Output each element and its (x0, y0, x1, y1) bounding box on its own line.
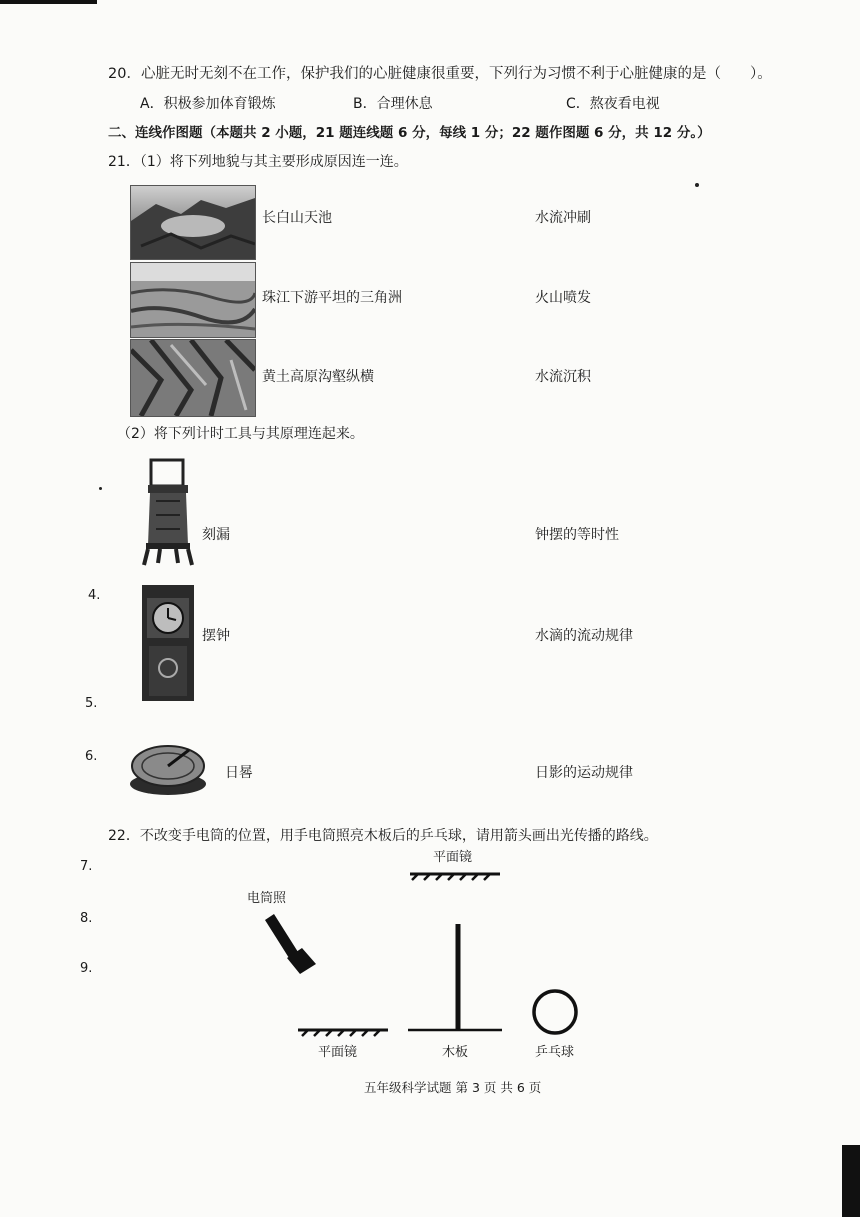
q21-part2-prompt: （2）将下列计时工具与其原理连起来。 (117, 426, 364, 442)
water-clock-icon (138, 457, 198, 569)
ping-pong-ball (534, 991, 576, 1033)
cause-erosion: 水流冲刷 (535, 210, 591, 226)
top-edge-line (0, 0, 97, 4)
principle-sun-shadow: 日影的运动规律 (535, 765, 633, 781)
landform-photo-tianchi (130, 185, 256, 260)
scan-edge-bar (842, 1145, 860, 1217)
margin-number: 5. (85, 696, 98, 711)
flashlight-icon (265, 914, 316, 974)
tool-sundial: 日晷 (225, 765, 253, 781)
landform-delta: 珠江下游平坦的三角洲 (262, 290, 402, 306)
label-mirror-top: 平面镜 (433, 850, 473, 865)
q20-option-b: B．合理休息 (353, 96, 433, 112)
q20-option-a: A．积极参加体育锻炼 (140, 96, 276, 112)
q22-prompt: 22．不改变手电筒的位置，用手电筒照亮木板后的乒乓球，请用箭头画出光传播的路线。 (108, 828, 658, 844)
landform-loess: 黄土高原沟壑纵横 (262, 369, 374, 385)
mirror-top (410, 874, 500, 880)
margin-number: 7. (80, 859, 93, 874)
landform-photo-loess (130, 339, 256, 417)
landform-photo-delta (130, 262, 256, 338)
q20-stem: 20．心脏无时无刻不在工作，保护我们的心脏健康很重要，下列行为习惯不利于心脏健康的是（ ）。 (108, 66, 772, 82)
label-flashlight: 电筒照 (247, 891, 287, 906)
margin-number: 6. (85, 749, 98, 764)
tool-pendulum-clock: 摆钟 (202, 628, 230, 644)
section2-heading: 二、连线作图题（本题共 2 小题，21 题连线题 6 分，每线 1 分；22 题作图题 6 分，共 12 分。） (108, 125, 711, 141)
sundial-icon (127, 738, 209, 798)
cause-deposition: 水流沉积 (535, 369, 591, 385)
speck (99, 487, 102, 490)
pendulum-clock-icon (141, 584, 195, 702)
board (408, 924, 502, 1030)
light-path-diagram (240, 860, 600, 1045)
mirror-bottom (298, 1030, 388, 1036)
page-footer: 五年级科学试题 第 3 页 共 6 页 (364, 1080, 542, 1095)
q20-option-c: C．熬夜看电视 (566, 96, 660, 112)
principle-pendulum: 钟摆的等时性 (535, 527, 619, 543)
q21-part1-prompt: 21．（1）将下列地貌与其主要形成原因连一连。 (108, 154, 408, 170)
margin-number: 9. (80, 961, 93, 976)
tool-water-clock: 刻漏 (202, 527, 230, 543)
label-mirror-bottom: 平面镜 (318, 1045, 358, 1060)
cause-volcano: 火山喷发 (535, 290, 591, 306)
label-ball: 乒乓球 (535, 1045, 575, 1060)
margin-number: 8. (80, 911, 93, 926)
margin-number: 4. (88, 588, 101, 603)
label-board: 木板 (442, 1045, 469, 1060)
speck (695, 183, 699, 187)
landform-tianchi: 长白山天池 (262, 210, 332, 226)
principle-water-drops: 水滴的流动规律 (535, 628, 633, 644)
